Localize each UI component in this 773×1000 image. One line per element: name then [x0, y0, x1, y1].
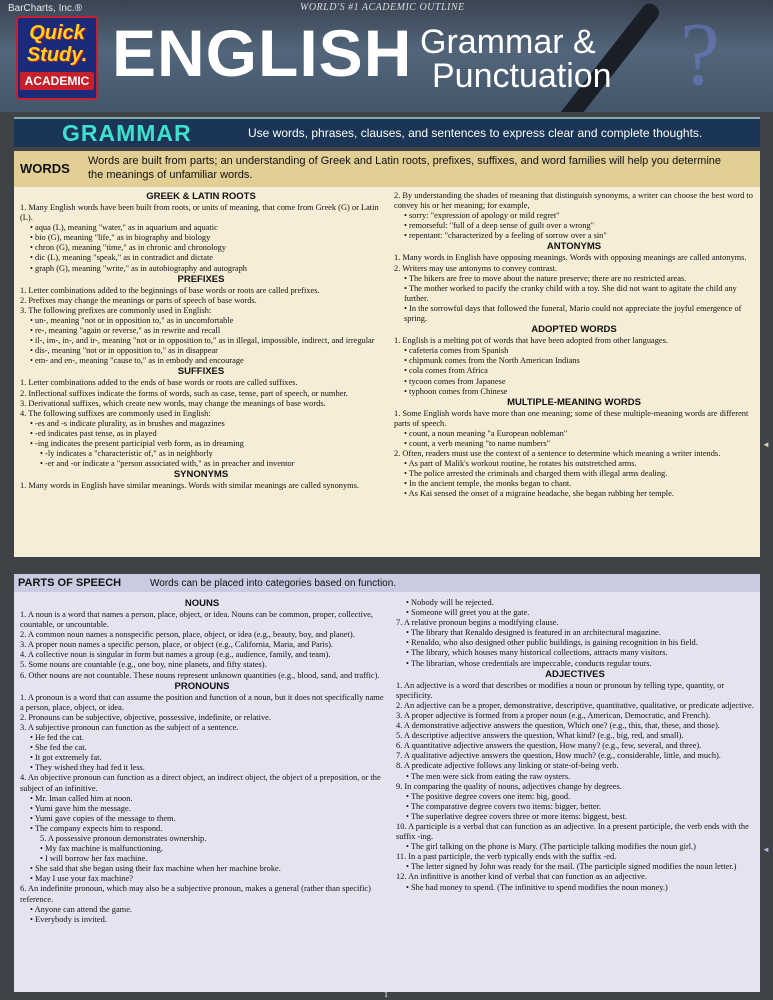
page-subtitle-line-2: Punctuation: [432, 57, 612, 95]
bullet-item: • Anyone can attend the game.: [30, 904, 132, 914]
numbered-item: 1. Letter combinations added to the beginnings of base words or roots are called prefixes.: [20, 285, 320, 295]
section-subheading: ADJECTIVES: [545, 668, 605, 680]
bullet-item: • cola comes from Africa: [404, 366, 488, 376]
numbered-item: 10. A participle is a verbal that can function as an adjective. In a present participle, the verb ends with the suffix -ing.: [396, 821, 749, 842]
numbered-item: 11. In a past participle, the verb typically ends with the suffix -ed.: [396, 852, 617, 862]
logo-line-3: ACADEMIC: [20, 72, 94, 90]
words-label: WORDS: [20, 161, 70, 176]
numbered-item: 4. A collective noun is singular in form but names a group (e.g., audience, family, and team).: [20, 650, 331, 660]
bullet-item: • il-, im-, in-, and ir-, meaning "not or in opposition to," as in illegal, impossible, indirect, and irregular: [30, 336, 375, 346]
bullet-item: • The librarian, whose credentials are impeccable, conducts regular tours.: [406, 658, 652, 668]
bullet-item: • In the sorrowful days that followed the funeral, Mario could not appreciate the joyful emergence of spring.: [404, 303, 742, 324]
numbered-item: 7. A relative pronoun begins a modifying clause.: [396, 618, 559, 628]
page-title: ENGLISH: [112, 16, 413, 90]
bullet-item: • tycoon comes from Japanese: [404, 376, 506, 386]
bullet-item: • The girl talking on the phone is Mary. (The participle talking modifies the noun girl.): [406, 842, 696, 852]
bullet-item: • cafeteria comes from Spanish: [404, 346, 509, 356]
bullet-item: • aqua (L), meaning "water," as in aquarium and aquatic: [30, 223, 218, 233]
section-subheading: SYNONYMS: [173, 469, 229, 481]
parts-of-speech-header-bar: [14, 574, 760, 592]
bullet-item: • She fed the cat.: [30, 743, 87, 753]
numbered-item: 1. Some English words have more than one meaning; some of these multiple-meaning words are different parts of speech.: [394, 408, 749, 428]
tagline: WORLD'S #1 ACADEMIC OUTLINE: [300, 2, 465, 13]
numbered-item: 1. Many words in English have similar meanings. Words with similar meanings are called synonyms.: [20, 481, 360, 491]
question-mark-decoration: ?: [680, 5, 720, 104]
numbered-item: 5. Some nouns are countable (e.g., one boy, nine planets, and fifty states).: [20, 660, 267, 670]
words-intro: Words are built from parts; an understanding of Greek and Latin roots, prefixes, suffixes, and word families will help you determine the meanings of unfamiliar words.: [88, 155, 722, 181]
publisher-label: BarCharts, Inc.®: [8, 3, 83, 14]
numbered-item: 7. A qualitative adjective answers the question, How much? (e.g., considerable, little, and much).: [396, 751, 721, 761]
bullet-item: • dis-, meaning "not or in opposition to," as in disappear: [30, 346, 218, 356]
numbered-item: 6. An indefinite pronoun, which may also be a subjective pronoun, makes a general (rather than specific) reference.: [20, 884, 371, 904]
bullet-item: • The hikers are free to move about the nature preserve; there are no restricted areas.: [404, 273, 687, 283]
bullet-item: • It got extremely fat.: [30, 753, 102, 763]
numbered-item: 3. Derivational suffixes, which create new words, may change the meanings of base words.: [20, 398, 326, 408]
bullet-item: • -ly indicates a "characteristic of," as in neighborly: [40, 449, 213, 459]
bullet-item: • The library, which houses many historical collections, attracts many visitors.: [406, 648, 668, 658]
parts-of-speech-left-column: [20, 598, 384, 925]
numbered-item: 1. A noun is a word that names a person, place, object, or idea. Nouns can be common, proper, collective, countable, or uncountable.: [20, 610, 373, 630]
numbered-item: 2. Pronouns can be subjective, objective, possessive, indefinite, or relative.: [20, 712, 271, 722]
page-turn-arrow-icon: ◄: [762, 440, 770, 449]
bullet-item: • The library that Renaldo designed is featured in an architectural magazine.: [406, 628, 661, 638]
section-subheading: SUFFIXES: [177, 366, 225, 378]
bullet-item: • un-, meaning "not or in opposition to," as in uncomfortable: [30, 315, 234, 325]
bullet-item: • Renaldo, who also designed other public buildings, is gaining recognition in his field.: [406, 638, 698, 648]
bullet-item: • May I use your fax machine?: [30, 874, 133, 884]
parts-of-speech-panel: [14, 574, 760, 992]
bullet-item: • The positive degree covers one item: big, good.: [406, 791, 571, 801]
page-number: 1: [384, 990, 388, 999]
bullet-item: • Yumi gave him the message.: [30, 803, 131, 813]
numbered-item: 2. An adjective can be a proper, demonstrative, descriptive, quantitative, qualitative, or predicate adjective.: [396, 700, 754, 710]
bullet-item: • remorseful: "full of a deep sense of guilt over a wrong": [404, 221, 595, 231]
numbered-item: 4. A demonstrative adjective answers the question, Which one? (e.g., this, that, these, and those).: [396, 721, 720, 731]
bullet-item: • The company expects him to respond.: [30, 823, 163, 833]
bullet-item: • She said that she began using their fax machine when her machine broke.: [30, 864, 281, 874]
section-subheading: ADOPTED WORDS: [531, 324, 617, 336]
numbered-item: 3. A subjective pronoun can function as the subject of a sentence.: [20, 722, 239, 732]
bullet-item: • -ed indicates past tense, as in played: [30, 428, 157, 438]
bullet-item: • In the ancient temple, the monks began to chant.: [404, 479, 572, 489]
bullet-item: • typhoon comes from Chinese: [404, 386, 508, 396]
parts-of-speech-label: PARTS OF SPEECH: [18, 577, 122, 589]
numbered-item: 1. Many English words have been built from roots, or units of meaning, that come from Greek (G) or Latin (L).: [20, 203, 379, 223]
bullet-item: • The police arrested the criminals and charged them with illegal arms dealing.: [404, 469, 668, 479]
numbered-item: 9. In comparing the quality of nouns, adjectives change by degrees.: [396, 781, 622, 791]
quickstudy-logo: [16, 16, 98, 100]
bullet-item: • em- and en-, meaning "cause to," as in embody and encourage: [30, 356, 244, 366]
numbered-item: 3. The following prefixes are commonly used in English:: [20, 305, 212, 315]
bullet-item: 5. A possessive pronoun demonstrates ownership.: [40, 833, 207, 843]
parts-of-speech-right-column: [396, 598, 754, 893]
section-subheading: MULTIPLE-MEANING WORDS: [507, 396, 641, 408]
logo-line-1: Quick: [29, 22, 85, 44]
section-subheading: NOUNS: [184, 598, 220, 609]
bullet-item: • repentant: "characterized by a feeling of sorrow over a sin": [404, 231, 607, 241]
bullet-item: • The comparative degree covers two items: bigger, better.: [406, 801, 601, 811]
bullet-item: • My fax machine is malfunctioning.: [40, 844, 163, 854]
section-subheading: ANTONYMS: [546, 241, 602, 253]
numbered-item: 3. A proper adjective is formed from a proper noun (e.g., American, Democratic, and French).: [396, 710, 711, 720]
bullet-item: • chron (G), meaning "time," as in chronic and chronology: [30, 243, 227, 253]
bullet-item: • As Kai sensed the onset of a migraine headache, she began rubbing her temple.: [404, 489, 674, 499]
bullet-item: • Someone will greet you at the gate.: [406, 608, 530, 618]
page-turn-arrow-icon: ◄: [762, 845, 770, 854]
numbered-item: 4. The following suffixes are commonly used in English:: [20, 408, 211, 418]
grammar-intro: Use words, phrases, clauses, and sentences to express clear and complete thoughts.: [248, 126, 703, 140]
bullet-item: • The superlative degree covers three or more items: biggest, best.: [406, 811, 627, 821]
bullet-item: • She had money to spend. (The infinitive to spend modifies the noun money.): [406, 882, 668, 892]
numbered-item: 2. Writers may use antonyms to convey contrast.: [394, 263, 558, 273]
bullet-item: • count, a noun meaning "a European nobleman": [404, 428, 568, 438]
bullet-item: • bio (G), meaning "life," as in biography and biology: [30, 233, 211, 243]
parts-of-speech-intro: Words can be placed into categories based on function.: [150, 578, 397, 589]
bullet-item: • As part of Malik's workout routine, he rotates his outstretched arms.: [404, 459, 637, 469]
bullet-item: • -er and -or indicate a "person associated with," as in preacher and inventor: [40, 459, 295, 469]
bullet-item: • graph (G), meaning "write," as in autobiography and autograph: [30, 263, 247, 273]
bullet-item: • re-, meaning "again or reverse," as in rewrite and recall: [30, 326, 221, 336]
bullet-item: • The men were sick from eating the raw oysters.: [406, 771, 571, 781]
numbered-item: 1. English is a melting pot of words that have been adopted from other languages.: [394, 336, 668, 346]
section-subheading: GREEK & LATIN ROOTS: [146, 191, 256, 202]
bullet-item: • -ing indicates the present participial verb form, as in dreaming: [30, 438, 244, 448]
numbered-item: 4. An objective pronoun can function as a direct object, an indirect object, the object of a preposition, or the subject of an infinitive.: [20, 773, 381, 793]
bullet-item: • chipmunk comes from the North American Indians: [404, 356, 580, 366]
words-header-bar: [14, 151, 760, 187]
numbered-item: 1. A pronoun is a word that can assume the position and function of a noun, but it does not specifically name a person, place, object, or idea.: [20, 692, 384, 712]
numbered-item: 2. Often, readers must use the context of a sentence to determine which meaning a writer intends.: [394, 449, 721, 459]
bullet-item: • -es and -s indicate plurality, as in brushes and magazines: [30, 418, 225, 428]
bullet-item: • I will borrow her fax machine.: [40, 854, 148, 864]
bullet-item: • Nobody will be rejected.: [406, 598, 494, 607]
numbered-item: 2. Inflectional suffixes indicate the forms of words, such as case, tense, part of speech, or number.: [20, 388, 348, 398]
section-subheading: PREFIXES: [177, 273, 225, 285]
bullet-item: • count, a verb meaning "to name numbers": [404, 438, 551, 448]
bullet-item: • Everybody is invited.: [30, 914, 107, 924]
grammar-section-bar: [14, 117, 760, 147]
words-panel: [14, 151, 760, 557]
header-banner: [0, 0, 773, 112]
bullet-item: • Mr. Iman called him at noon.: [30, 793, 133, 803]
numbered-item: 6. A quantitative adjective answers the question, How many? (e.g., few, several, and three).: [396, 741, 702, 751]
numbered-item: 12. An infinitive is another kind of verbal that can function as an adjective.: [396, 872, 647, 882]
bullet-item: • Yumi gave copies of the message to them.: [30, 813, 176, 823]
bullet-item: • They wished they had fed it less.: [30, 763, 145, 773]
numbered-item: 2. Prefixes may change the meanings or parts of speech of base words.: [20, 295, 257, 305]
words-left-column: [20, 191, 382, 491]
numbered-item: 6. Other nouns are not countable. These nouns represent unknown quantities (e.g., blood, sand, and traffic).: [20, 670, 380, 680]
section-subheading: PRONOUNS: [174, 680, 230, 692]
page-subtitle-line-1: Grammar &: [420, 23, 596, 61]
grammar-heading: GRAMMAR: [62, 120, 192, 146]
numbered-item: 3. A proper noun names a specific person, place, or object (e.g., California, Maria, and Paris).: [20, 640, 334, 650]
words-right-column: [394, 191, 754, 500]
numbered-item: 8. A predicate adjective follows any linking or state-of-being verb.: [396, 761, 619, 771]
bullet-item: • The letter signed by John was ready for the mail. (The participle signed modifies the noun letter.): [406, 862, 737, 872]
logo-line-2: Study.: [26, 44, 88, 66]
bullet-item: • He fed the cat.: [30, 733, 84, 743]
bullet-item: • sorry: "expression of apology or mild regret": [404, 211, 560, 221]
numbered-item: 1. Many words in English have opposing meanings. Words with opposing meanings are called antonyms.: [394, 253, 747, 263]
bullet-item: • The mother worked to pacify the cranky child with a toy. She did not want to agitate the child any further.: [404, 283, 737, 303]
numbered-item: 5. A descriptive adjective answers the question, What kind? (e.g., big, red, and small).: [396, 731, 684, 741]
numbered-item: 1. An adjective is a word that describes or modifies a noun or pronoun by telling type, quantity, or specificity.: [396, 680, 725, 700]
numbered-item: 2. A common noun names a nonspecific person, place, object, or idea (e.g., beauty, boy, and planet).: [20, 630, 355, 640]
numbered-item: 1. Letter combinations added to the ends of base words or roots are called suffixes.: [20, 378, 298, 388]
bullet-item: • dic (L), meaning "speak," as in contradict and dictate: [30, 253, 214, 263]
numbered-item: 2. By understanding the shades of meaning that distinguish synonyms, a writer can choose the best word to convey his or her meaning; for example,: [394, 191, 753, 211]
